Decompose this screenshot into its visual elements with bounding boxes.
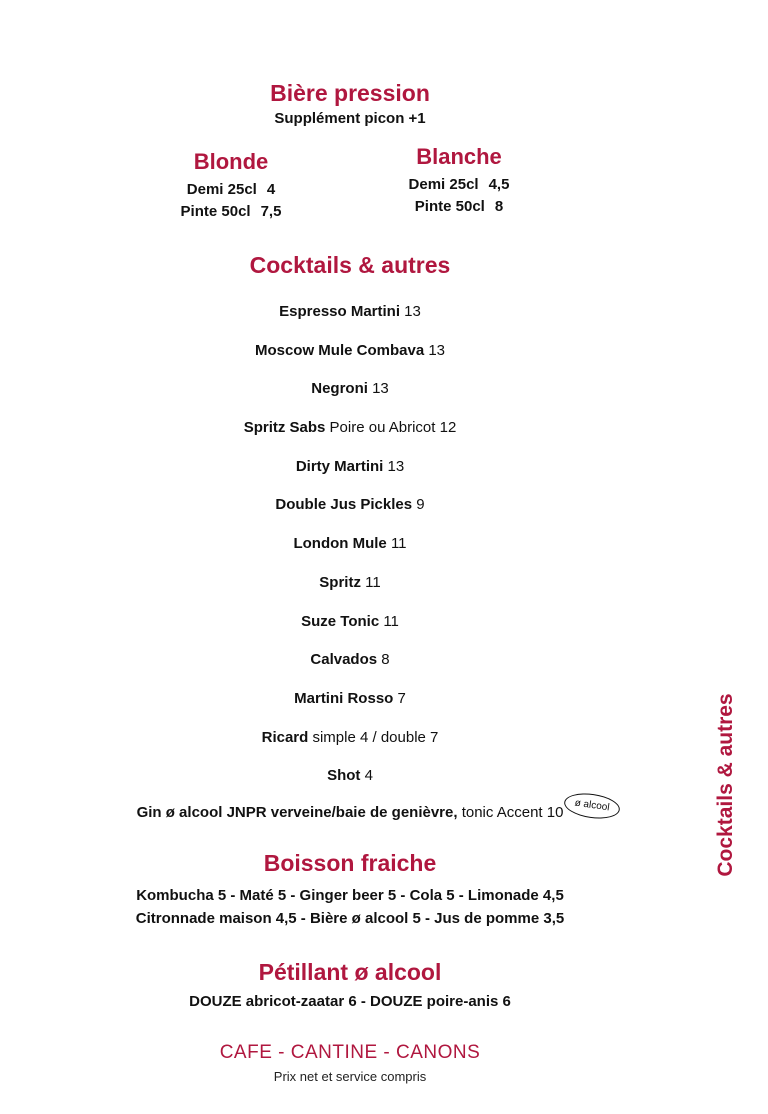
blonde-demi-price: 4 [266,181,276,198]
blanche-pinte [359,198,559,215]
blonde-pinte-price: 7,5 [260,203,282,220]
alcohol-free-badge: ø alcool [563,790,622,822]
blonde-title: Blonde [193,149,269,174]
list-item: Suze Tonic 11 [301,612,399,630]
petillant-line: DOUZE abricot-zaatar 6 - DOUZE poire-anis 6 [189,993,511,1010]
blanche-pinte-price: 8 [494,198,504,215]
cocktail-list [0,300,700,803]
list-item: Spritz Sabs Poire ou Abricot 12 [243,419,457,437]
biere-title: Bière pression [270,80,430,106]
blanche-demi-label: Demi 25cl [408,176,479,193]
boisson-title: Boisson fraiche [263,850,437,876]
cocktails-title: Cocktails & autres [249,252,451,278]
blanche-pinte-label: Pinte 50cl [414,198,485,215]
blonde-demi [131,181,331,198]
blanche-demi [359,176,559,193]
footer-brand: CAFE - CANTINE - CANONS [219,1042,481,1063]
list-item: London Mule 11 [293,535,407,553]
list-item: Ricard simple 4 / double 7 [261,728,439,746]
gin-rest: tonic Accent 10 [457,804,564,821]
side-section-label [706,680,746,890]
picon-supplement: Supplément picon +1 [274,110,426,127]
blonde-section [131,149,331,225]
petillant-title: Pétillant ø alcool [258,959,442,985]
list-item: Spritz 11 [319,573,381,591]
blanche-section [359,144,559,220]
list-item: Espresso Martini 13 [279,303,421,320]
list-item: Dirty Martini 13 [295,457,405,475]
list-item: Calvados 8 [310,651,390,669]
boisson-line-1: Kombucha 5 - Maté 5 - Ginger beer 5 - Cola 5 - Limonade 4,5 [136,887,564,904]
blanche-demi-price: 4,5 [488,176,510,193]
list-item: Shot 4 [327,767,373,785]
gin-name: Gin ø alcool JNPR verveine/baie de genièvre, [136,804,458,821]
blonde-pinte-label: Pinte 50cl [180,203,251,220]
side-title-text: Cocktails & autres [714,693,737,877]
blanche-title: Blanche [416,144,502,169]
blonde-pinte [131,203,331,220]
blonde-demi-label: Demi 25cl [186,181,257,198]
footer-note: Prix net et service compris [273,1069,427,1084]
list-item: Martini Rosso 7 [294,689,406,707]
list-item: Negroni 13 [311,380,389,398]
list-item: Moscow Mule Combava 13 [254,341,446,359]
list-item: Double Jus Pickles 9 [275,496,425,514]
boisson-line-2: Citronnade maison 4,5 - Bière ø alcool 5 - Jus de pomme 3,5 [135,910,565,927]
